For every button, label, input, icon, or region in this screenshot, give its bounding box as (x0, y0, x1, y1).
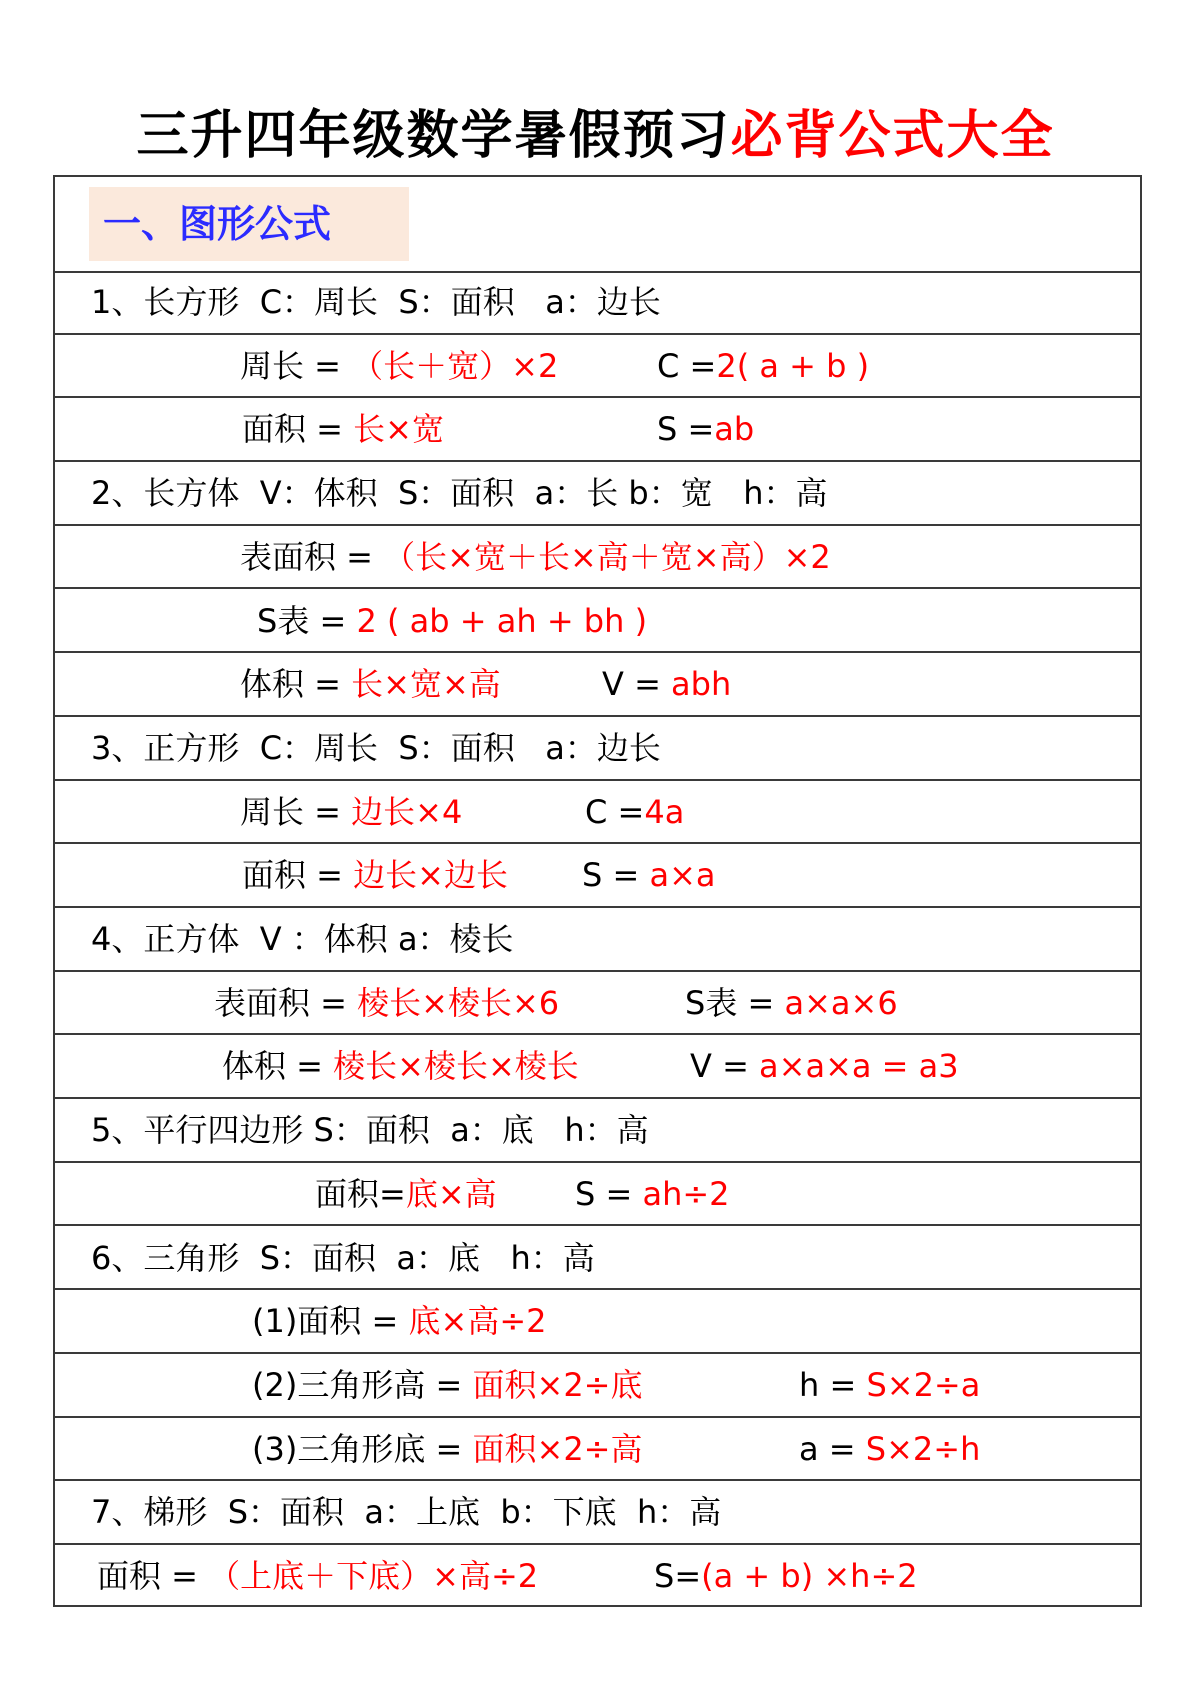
formula-label: C = (585, 792, 645, 831)
formula-segment (242, 398, 444, 460)
formula-label: C = (657, 346, 717, 385)
formula-segment (585, 781, 684, 843)
formula-label: 面积 = (242, 856, 354, 895)
formula-segment (91, 717, 661, 779)
formula-label: 4、正方体 V ：体积 a：棱长 (91, 920, 514, 958)
formula-heading-row (55, 1481, 1140, 1545)
formula-label: (2)三角形高 = (252, 1365, 473, 1404)
formula-row (55, 1290, 1140, 1354)
formula-expression: 边长×边长 (353, 856, 508, 895)
formula-label: S表 = (257, 601, 357, 640)
formula-segment (582, 844, 716, 906)
formula-row (55, 335, 1140, 399)
formula-label: 面积= (315, 1174, 406, 1213)
formula-label: 7、梯形 S：面积 a：上底 b：下底 h：高 (91, 1493, 722, 1532)
formula-label: 面积 = (242, 410, 354, 449)
formula-label: S表 = (685, 983, 785, 1022)
formula-segment (240, 781, 462, 843)
formula-expression: （上底＋下底）×高÷2 (208, 1557, 539, 1595)
formula-label: S = (582, 856, 650, 895)
formula-segment (690, 1035, 959, 1097)
section-header-row (55, 177, 1140, 273)
formula-heading-row (55, 1227, 1140, 1291)
formula-row (55, 781, 1140, 845)
formula-heading-row (55, 717, 1140, 781)
formula-expression: abh (671, 665, 732, 704)
formula-row (55, 1418, 1140, 1482)
formula-segment (91, 271, 661, 333)
formula-table (53, 175, 1142, 1607)
formula-label: 2、长方体 V：体积 S：面积 a：长 b：宽 h：高 (91, 474, 828, 513)
formula-segment (91, 1481, 721, 1543)
formula-label: S= (654, 1557, 702, 1595)
formula-row (55, 398, 1140, 462)
formula-expression: 长×宽×高 (351, 665, 501, 704)
formula-label: 表面积 = (214, 983, 358, 1022)
formula-expression: a×a×a = a3 (759, 1047, 959, 1086)
formula-segment (240, 526, 831, 588)
formula-label: V = (602, 665, 672, 704)
formula-segment (315, 1163, 497, 1225)
formula-expression: 底×高 (405, 1174, 497, 1213)
formula-segment (214, 972, 559, 1034)
formula-label: V = (690, 1047, 760, 1086)
formula-segment (222, 1035, 579, 1097)
formula-expression: 长×宽 (353, 410, 444, 449)
formula-segment (799, 1354, 980, 1416)
formula-label: S = (657, 410, 715, 449)
formula-label: 3、正方形 C：周长 S：面积 a：边长 (91, 728, 661, 767)
formula-segment (97, 1545, 538, 1607)
formula-expression: (a + b) ×h÷2 (701, 1557, 918, 1595)
formula-expression: 面积×2÷高 (472, 1429, 643, 1468)
formula-label: 表面积 = (240, 537, 384, 576)
formula-label: (3)三角形底 = (252, 1429, 473, 1468)
formula-expression: 底×高÷2 (408, 1302, 547, 1341)
formula-expression: ab (714, 410, 755, 449)
formula-label: 6、三角形 S：面积 a：底 h：高 (91, 1238, 595, 1277)
formula-row (55, 844, 1140, 908)
formula-label: 周长 = (240, 792, 352, 831)
formula-segment (252, 1418, 643, 1480)
formula-label: 体积 = (222, 1047, 334, 1086)
formula-label: h = (799, 1365, 867, 1404)
formula-expression: 2 ( ab + ah + bh ) (356, 601, 648, 640)
formula-expression: ah÷2 (642, 1174, 730, 1213)
formula-segment (91, 1227, 595, 1289)
formula-row (55, 972, 1140, 1036)
formula-segment (257, 590, 647, 652)
formula-label: 5、平行四边形 S：面积 a：底 h：高 (91, 1111, 649, 1150)
formula-segment (91, 908, 514, 970)
formula-label: 体积 = (240, 665, 352, 704)
formula-heading-row (55, 462, 1140, 526)
formula-row (55, 653, 1140, 717)
formula-segment (657, 335, 869, 397)
formula-expression: S×2÷a (866, 1365, 981, 1404)
formula-segment (91, 462, 828, 524)
formula-segment (799, 1418, 980, 1480)
formula-heading-row (55, 271, 1140, 335)
title-black: 三升四年级数学暑假预习 (136, 106, 731, 166)
formula-segment (240, 653, 501, 715)
formula-expression: （长＋宽）×2 (351, 346, 559, 385)
formula-segment (575, 1163, 730, 1225)
formula-segment (91, 1099, 649, 1161)
page-title (0, 96, 1191, 176)
formula-label: 周长 = (240, 346, 352, 385)
formula-row (55, 1354, 1140, 1418)
formula-row (55, 1163, 1140, 1227)
formula-segment (657, 398, 754, 460)
formula-segment (252, 1290, 547, 1352)
section-title: 一、图形公式 (89, 187, 409, 261)
formula-segment (252, 1354, 643, 1416)
formula-segment (654, 1545, 918, 1607)
formula-label: a = (799, 1429, 866, 1468)
formula-expression: S×2÷h (865, 1429, 981, 1468)
title-red: 必背公式大全 (730, 106, 1055, 166)
formula-expression: 边长×4 (351, 792, 463, 831)
formula-row (55, 526, 1140, 590)
formula-expression: a×a×6 (784, 983, 898, 1022)
formula-expression: 面积×2÷底 (472, 1365, 643, 1404)
formula-segment (242, 844, 508, 906)
formula-label: S = (575, 1174, 643, 1213)
formula-segment (602, 653, 731, 715)
formula-expression: 4a (644, 792, 685, 831)
formula-label: (1)面积 = (252, 1302, 409, 1341)
formula-label: 1、长方形 C：周长 S：面积 a：边长 (91, 283, 661, 321)
formula-segment (240, 335, 558, 397)
formula-segment (685, 972, 898, 1034)
formula-label: 面积 = (97, 1557, 209, 1595)
formula-expression: 棱长×棱长×6 (357, 983, 560, 1022)
formula-heading-row (55, 1099, 1140, 1163)
formula-row (55, 590, 1140, 654)
formula-row (55, 1545, 1140, 1609)
formula-row (55, 1035, 1140, 1099)
formula-heading-row (55, 908, 1140, 972)
formula-expression: 2( a + b ) (716, 346, 870, 385)
formula-expression: a×a (649, 856, 716, 895)
formula-expression: 棱长×棱长×棱长 (333, 1047, 579, 1086)
formula-expression: （长×宽＋长×高＋宽×高）×2 (383, 537, 831, 576)
